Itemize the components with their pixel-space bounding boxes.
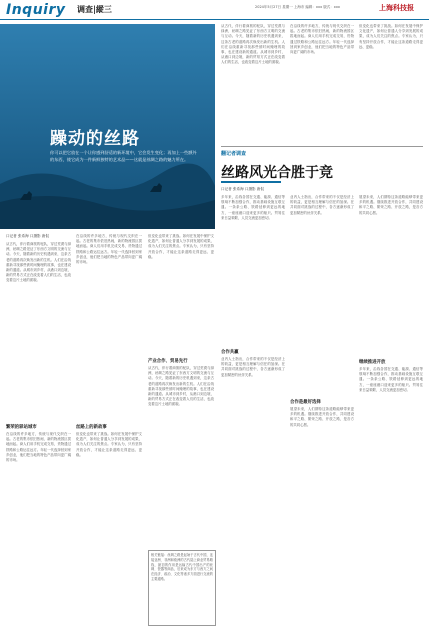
left-subhead-b: 丝路上的新故事 [76,425,107,430]
right-section-tag: 翻记者调查 [221,151,247,157]
right-top-col-1: 从古代，伴行着商旅的驼队，穿过荒漠与绿洲，丝绸之路见证了东西方文明的交流与互动。今天，随着新的历史机遇到来，这条古老的道路再次焕发出新的生机。人们在沿线重新寻找那些被时间掩埋的故事，也在建设新的通道。从城市到乡村，从港口到边境，新的贸易方式正在改变着人们的生活，也改变着这片土地的面貌。 [221,24,285,65]
right-top-col-3: 但变化也带来了挑战。如何在发展中保护文化遗产，如何让普通人分享到发展的成果，成为人们关注的焦点。专家认为，只有坚持开放合作，才能让这条道路走得更远、更稳。 [359,24,423,49]
right-col-2b: 展望未来，人们期待这条道路能够带来更多的机遇。继续推进开放合作，共同建设和平之路、繁荣之路、开放之路，是各方的共同心愿。 [290,407,354,427]
feature-lede: 你可以把它放在一个让你感到舒适的新环境中，它会发生变化；再加上一些额外的东西，使它成为一件新鲜独特的艺术品——这就是丝绸之路的魅力所在。 [50,150,197,162]
right-top-col-2: 在沿线的许多地方，传统与现代交织在一起。古老的集市依旧热闹，新的物流园区拔地而起。商人们用手机完成交易，货物通过铁路和公路运往远方。年轻一代选择回到家乡创业，他们把当地的特色产品带向更广阔的市场。 [290,24,354,55]
section-brand: Inquiry [6,2,66,18]
right-article-title: 丝路风光合胜于竞 [221,165,333,181]
right-col-1b: 业内人士指出，合作带来的不仅是经济上的收益，更是相互理解与信任的加深。在共同面对挑战的过程中，各方逐渐形成了更加紧密的伙伴关系。 [221,357,285,377]
right-byline: 口记者 张希海 口摄影 唐侃 [221,187,264,191]
right-col-3: 展望未来，人们期待这条道路能够带来更多的机遇。继续推进开放合作，共同建设和平之路、繁荣之路、开放之路，是各方的共同心愿。 [359,195,423,215]
title-underline [221,181,281,183]
left-col-2: 在沿线的许多地方，传统与现代交织在一起。古老的集市依旧热闹，新的物流园区拔地而起。商人们用手机完成交易，货物通过铁路和公路运往远方。年轻一代选择回到家乡创业，他们把当地的特色产品带向更广阔的市场。 [76,234,142,265]
article-divider [221,146,423,147]
right-subhead-b: 合作是最好选择 [290,400,321,405]
left-col-2b: 但变化也带来了挑战。如何在发展中保护文化遗产，如何让普通人分享到发展的成果，成为人们关注的焦点。专家认为，只有坚持开放合作，才能让这条道路走得更远、更稳。 [76,432,142,457]
left-subhead-c: 产业合作、贸易先行 [148,359,188,364]
right-col-3b: 多年来，沿线各国在交通、能源、通信等领域不断加强合作，推动基础设施互联互通。一条条公路、铁路延伸到更远的地方，一座座港口迎来更多的船只。贸易往来日益频繁，人员交流更加密切。 [359,367,423,392]
related-link-box: 相关链接：丝绸之路是起始于古代中国，连接亚洲、非洲和欧洲的古代陆上商业贸易路线，最初的作用是运输古代中国出产的丝绸、瓷器等商品，后来成为东方与西方之间在经济、政治、文化等诸多方面进行交流的主要道路。 [148,550,216,626]
right-col-1: 多年来，沿线各国在交通、能源、通信等领域不断加强合作，推动基础设施互联互通。一条条公路、铁路延伸到更远的地方，一座座港口迎来更多的船只。贸易往来日益频繁，人员交流更加密切。 [221,195,285,220]
right-subhead-c: 继续推进开放 [359,360,386,365]
right-subhead-a: 合作共赢 [221,350,239,355]
left-col-1b: 在沿线的许多地方，传统与现代交织在一起。古老的集市依旧热闹，新的物流园区拔地而起。商人们用手机完成交易，货物通过铁路和公路运往远方。年轻一代选择回到家乡创业，他们把当地的特色产品带向更广阔的市场。 [6,432,71,463]
newspaper-masthead: 上海科技报 [379,3,414,12]
section-label: 调查|縱三 [77,4,112,14]
issue-info: 2024年5月27日 星期一 上海市 编辑：xxx 版式：xxx [255,5,340,9]
left-col-1: 从古代，伴行着商旅的驼队，穿过荒漠与绿洲，丝绸之路见证了东西方文明的交流与互动。今天，随着新的历史机遇到来，这条古老的道路再次焕发出新的生机。人们在沿线重新寻找那些被时间掩埋的故事，也在建设新的通道。从城市到乡村，从港口到边境，新的贸易方式正在改变着人们的生活，也改变着这片土地的面貌。 [6,242,71,283]
header-rule [0,19,429,20]
feature-title: 躁动的丝路 [50,129,140,149]
feature-hero [0,24,215,229]
left-col-3: 但变化也带来了挑战。如何在发展中保护文化遗产，如何让普通人分享到发展的成果，成为人们关注的焦点。专家认为，只有坚持开放合作，才能让这条道路走得更远、更稳。 [148,234,214,259]
left-col-3b: 从古代，伴行着商旅的驼队，穿过荒漠与绿洲，丝绸之路见证了东西方文明的交流与互动。今天，随着新的历史机遇到来，这条古老的道路再次焕发出新的生机。人们在沿线重新寻找那些被时间掩埋的故事，也在建设新的通道。从城市到乡村，从港口到边境，新的贸易方式正在改变着人们的生活，也改变着这片土地的面貌。 [148,366,214,407]
left-subhead-a: 繁荣的驿站城市 [6,425,37,430]
right-col-2: 业内人士指出，合作带来的不仅是经济上的收益，更是相互理解与信任的加深。在共同面对挑战的过程中，各方逐渐形成了更加紧密的伙伴关系。 [290,195,354,215]
left-byline: 口记者 张希海 口摄影 唐侃 [6,234,49,238]
page-header [0,0,429,20]
